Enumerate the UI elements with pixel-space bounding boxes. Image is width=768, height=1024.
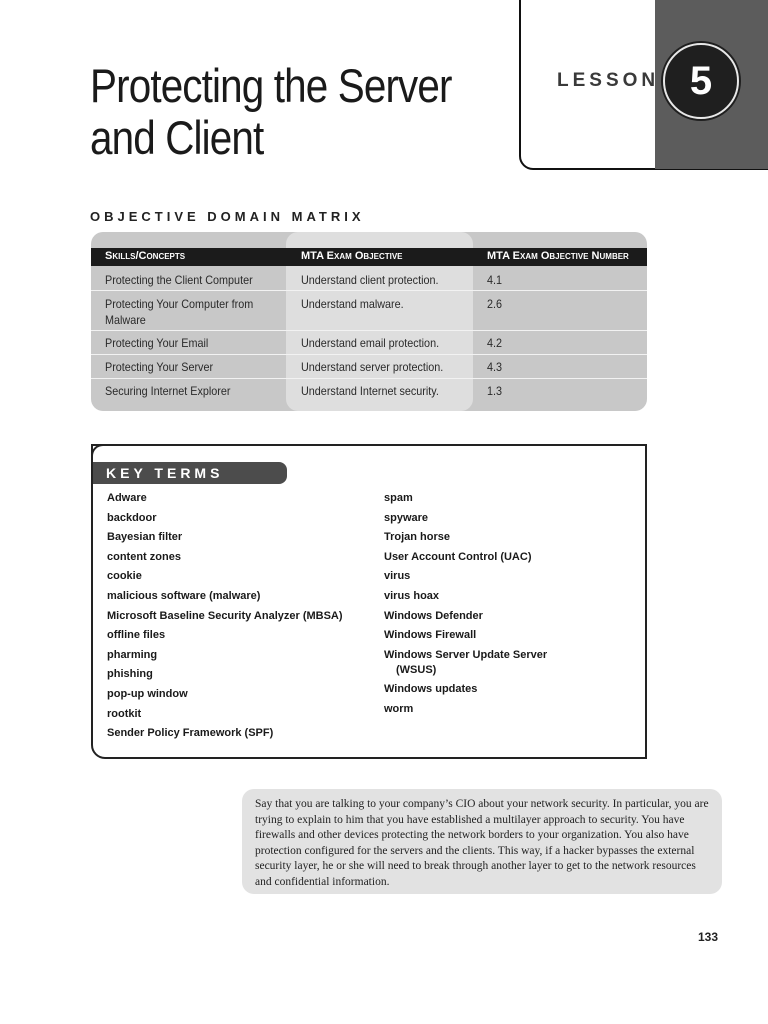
table-row [91,267,647,291]
list-item: Windows Defender [384,609,483,622]
matrix-header-number: MTA Exam Objective Number [487,250,629,262]
list-item: worm [384,702,414,715]
table-cell: 4.3 [487,360,503,374]
objective-matrix-table [91,232,647,411]
key-terms-heading: KEY TERMS [93,462,287,484]
table-row [91,291,647,331]
list-item: rootkit [107,707,142,720]
page-title [90,60,451,164]
list-item: User Account Control (UAC) [384,550,532,563]
list-item: malicious software (malware) [107,589,261,602]
lesson-label: LESSON [557,70,660,91]
table-cell: Protecting the Client Computer [105,273,253,287]
table-row [91,331,647,355]
list-item: spyware [384,511,429,524]
list-item: virus hoax [384,589,440,602]
table-cell: Protecting Your Email [105,336,209,350]
list-item: Trojan horse [384,531,451,544]
table-cell: Understand client protection. [301,273,439,287]
page-title-line-1: Protecting the Server [90,59,452,112]
objective-matrix-heading: OBJECTIVE DOMAIN MATRIX [90,209,365,224]
table-cell: 4.1 [487,273,503,287]
table-row [91,355,647,379]
list-item: Windows updates [384,683,478,696]
table-cell: Protecting Your Computer from Malware [105,297,254,327]
page-number: 133 [698,930,719,944]
table-cell: Understand server protection. [301,360,444,374]
list-item: virus [384,570,411,583]
list-item: Windows Firewall [384,629,477,642]
table-cell: Understand email protection. [301,336,440,350]
list-item: offline files [107,629,166,642]
lesson-number: 5 [663,43,739,119]
matrix-header-skills: Skills/Concepts [105,250,186,262]
list-item: Windows Server Update Server (WSUS) [384,648,548,676]
table-cell: Understand Internet security. [301,384,439,398]
list-item: Microsoft Baseline Security Analyzer (MBSA) [107,609,343,622]
key-terms-right-list [384,491,586,722]
table-cell: 2.6 [487,297,503,311]
list-item: Adware [107,492,147,504]
list-item: pharming [107,648,158,661]
list-item: pop-up window [107,687,188,700]
list-item: phishing [107,668,153,681]
table-cell: 1.3 [487,384,503,398]
list-item: backdoor [107,511,157,524]
table-cell: 4.2 [487,336,503,350]
list-item: spam [384,492,413,504]
key-terms-left-list [107,491,343,746]
list-item: content zones [107,550,181,563]
table-row [91,379,647,403]
table-cell: Securing Internet Explorer [105,384,231,398]
list-item: Sender Policy Framework (SPF) [107,727,274,740]
matrix-header-objective: MTA Exam Objective [301,250,403,262]
table-cell: Protecting Your Server [105,360,214,374]
list-item: cookie [107,570,142,583]
scenario-box: Say that you are talking to your company’s CIO about your network security. In particular, you are trying to explain to him that you have established a multilayer approach to security. You have firewalls and other devices protecting the network borders to your organization. You also have protection configured for the servers and the clients. This way, if a hacker bypasses the external security layer, he or she will need to break through another layer to get to the network resources and confidential information. [242,789,722,894]
page-title-line-2: and Client [90,111,264,164]
list-item: Bayesian filter [107,531,183,544]
matrix-header-row [91,248,647,266]
table-cell: Understand malware. [301,297,404,311]
